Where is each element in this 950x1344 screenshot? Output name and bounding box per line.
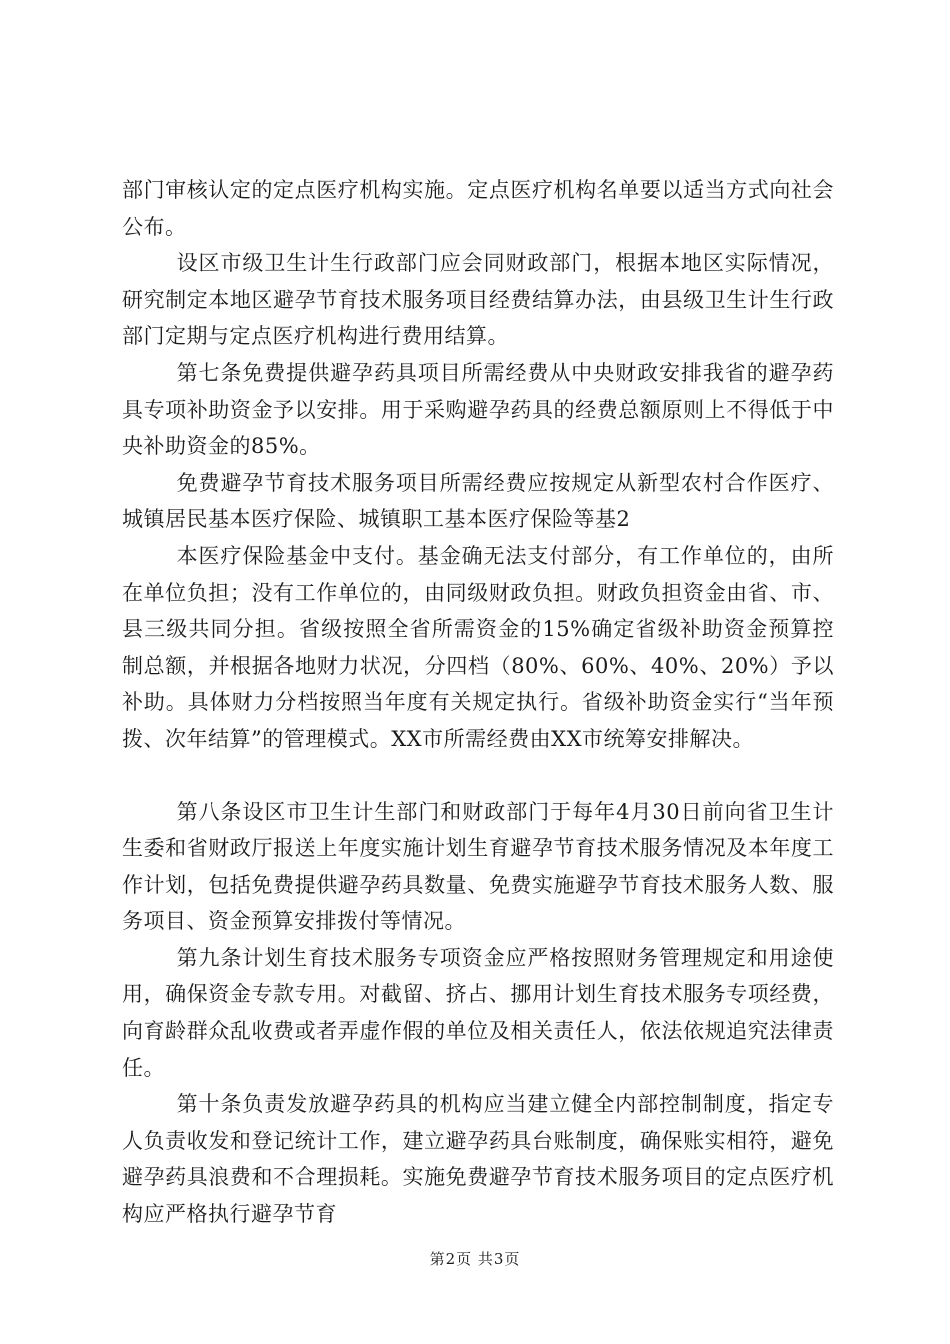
paragraph-8: 第十条负责发放避孕药具的机构应当建立健全内部控制制度，指定专人负责收发和登记统计工作，建立避孕药具台账制度，确保账实相符，避免避孕药具浪费和不合理损耗。实施免费避孕节育技术服务项目的定点医疗机构应严格执行避孕节育	[122, 1092, 834, 1227]
document-body	[122, 172, 834, 1233]
paragraph-7: 第九条计划生育技术服务专项资金应严格按照财务管理规定和用途使用，确保资金专款专用。对截留、挤占、挪用计划生育技术服务专项经费，向育龄群众乱收费或者弄虚作假的单位及相关责任人，依法依规追究法律责任。	[122, 945, 834, 1080]
paragraph-3: 第七条免费提供避孕药具项目所需经费从中央财政安排我省的避孕药具专项补助资金予以安排。用于采购避孕药具的经费总额原则上不得低于中央补助资金的85%。	[122, 360, 834, 459]
page-number-footer: 第2页 共3页	[429, 1250, 521, 1268]
paragraph-4: 免费避孕节育技术服务项目所需经费应按规定从新型农村合作医疗、城镇居民基本医疗保险、城镇职工基本医疗保险等基2	[122, 470, 834, 532]
paragraph-2: 设区市级卫生计生行政部门应会同财政部门，根据本地区实际情况，研究制定本地区避孕节育技术服务项目经费结算办法，由县级卫生计生行政部门定期与定点医疗机构进行费用结算。	[122, 251, 834, 349]
paragraph-1: 部门审核认定的定点医疗机构实施。定点医疗机构名单要以适当方式向社会公布。	[122, 178, 834, 239]
paragraph-5: 本医疗保险基金中支付。基金确无法支付部分，有工作单位的，由所在单位负担；没有工作单位的，由同级财政负担。财政负担资金由省、市、县三级共同分担。省级按照全省所需资金的15%确定省级补助资金预算控制总额，并根据各地财力状况，分四档（80%、60%、40%、20%）予以补助。具体财力分档按照当年度有关规定执行。省级补助资金实行“当年预拨、次年结算”的管理模式。XX市所需经费由XX市统筹安排解决。	[122, 543, 834, 751]
paragraph-6: 第八条设区市卫生计生部门和财政部门于每年4月30日前向省卫生计生委和省财政厅报送上年度实施计划生育避孕节育技术服务情况及本年度工作计划，包括免费提供避孕药具数量、免费实施避孕节育技术服务人数、服务项目、资金预算安排拨付等情况。	[122, 799, 834, 934]
